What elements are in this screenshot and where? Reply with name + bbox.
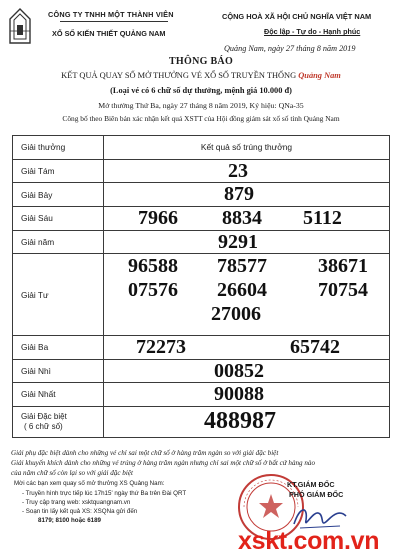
- prize-label: Giải Nhất: [13, 383, 104, 407]
- prize-label-special: [13, 406, 104, 437]
- table-row: [13, 383, 390, 407]
- company-name-line2: XỔ SỐ KIẾN THIẾT QUẢNG NAM: [52, 29, 166, 38]
- publication-note: Công bố theo Biên bản xác nhận kết quả XSTT của Hội đồng giám sát xổ số tỉnh Quảng Nam: [62, 114, 340, 123]
- winning-number: 8834: [222, 206, 262, 229]
- winning-number: 07576: [128, 279, 178, 302]
- footer-line-2: Giải khuyến khích dành cho những vé trúng ở hàng trăm ngàn nhưng chỉ sai một chữ số ở bất cứ hàng nào: [11, 459, 316, 467]
- winning-number: 23: [228, 159, 248, 182]
- national-motto: Độc lập - Tự do - Hạnh phúc: [264, 27, 361, 36]
- prize-sublabel: ( 6 chữ số): [24, 421, 63, 431]
- footer-line-3: của năm chữ số còn lại so với giải đặc biệt: [11, 469, 133, 477]
- table-row: [13, 230, 390, 254]
- winning-number: 879: [224, 183, 254, 206]
- note-item: - Truy cập trang web: xsktquangnam.vn: [22, 499, 131, 506]
- footer-line-1: Giải phụ đặc biệt dành cho những vé chỉ sai một chữ số ở hàng trăm ngàn so với giải đặc biệt: [11, 449, 279, 457]
- winning-number: 65742: [290, 335, 340, 358]
- company-divider: [60, 21, 168, 22]
- place-date: Quảng Nam, ngày 27 tháng 8 năm 2019: [224, 44, 356, 53]
- table-row: [13, 254, 390, 336]
- special-prize-number: 488987: [204, 407, 276, 434]
- company-name-line1: CÔNG TY TNHH MỘT THÀNH VIÊN: [48, 10, 174, 19]
- winning-number: 70754: [318, 279, 368, 302]
- prize-label: Giải năm: [13, 230, 104, 254]
- winning-number: 27006: [211, 303, 261, 326]
- table-row: [13, 406, 390, 437]
- winning-number: 38671: [318, 255, 368, 278]
- prize-label: Giải Ba: [13, 335, 104, 359]
- winning-number: 00852: [214, 359, 264, 382]
- table-header-row: [13, 136, 390, 160]
- winning-number: 7966: [138, 206, 178, 229]
- table-row: [13, 335, 390, 359]
- notice-title: THÔNG BÁO: [168, 56, 234, 67]
- prize-label: Giải Đặc biệt: [21, 411, 67, 421]
- company-logo-icon: [8, 7, 32, 45]
- winning-number: 72273: [136, 335, 186, 358]
- note-item: - Soạn tin lấy kết quả XS: XSQNa gửi đến: [22, 508, 138, 515]
- winning-number: 90088: [214, 383, 264, 406]
- result-heading: [0, 71, 402, 80]
- winning-number: 9291: [218, 230, 258, 253]
- sign-title: KT.GIÁM ĐỐC: [287, 480, 335, 489]
- brand-name: Quảng Nam: [298, 71, 341, 80]
- winning-number: 26604: [217, 279, 267, 302]
- prize-label: Giải Tám: [13, 159, 104, 183]
- prize-label: Giải Bảy: [13, 183, 104, 207]
- winning-number: 78577: [217, 255, 267, 278]
- draw-info: Mở thưởng Thứ Ba, ngày 27 tháng 8 năm 2019, Ký hiệu: QNa-35: [98, 101, 304, 110]
- prize-label: Giải Sáu: [13, 206, 104, 230]
- sign-role: PHÓ GIÁM ĐỐC: [289, 490, 344, 499]
- note-item: - Truyền hình trực tiếp lúc 17h15' ngày thứ Ba trên Đài QRT: [22, 490, 187, 497]
- note-title: Mời các bạn xem quay số mở thưởng XS Quảng Nam:: [14, 480, 165, 487]
- table-row: [13, 206, 390, 230]
- table-row: [13, 359, 390, 383]
- winning-number: 5112: [303, 206, 342, 229]
- prize-label: Giải Nhì: [13, 359, 104, 383]
- prize-label: Giải Tư: [13, 254, 104, 336]
- result-heading-text: KẾT QUẢ QUAY SỐ MỞ THƯỞNG VÉ XỔ SỐ TRUYỀN THỐNG: [61, 71, 297, 80]
- note-item: 8179; 8100 hoặc 6189: [38, 517, 101, 524]
- header-result: Kết quả số trúng thưởng: [104, 136, 390, 160]
- watermark-logo: xskt.com.vn: [238, 527, 380, 555]
- winning-number: 96588: [128, 255, 178, 278]
- header-prize: Giải thưởng: [13, 136, 104, 160]
- ticket-type: (Loại vé có 6 chữ số dự thưởng, mệnh giá 10.000 đ): [110, 86, 292, 95]
- table-row: [13, 183, 390, 207]
- results-table: [12, 135, 390, 438]
- republic-title: CỘNG HOÀ XÃ HỘI CHỦ NGHĨA VIỆT NAM: [222, 12, 372, 21]
- table-row: [13, 159, 390, 183]
